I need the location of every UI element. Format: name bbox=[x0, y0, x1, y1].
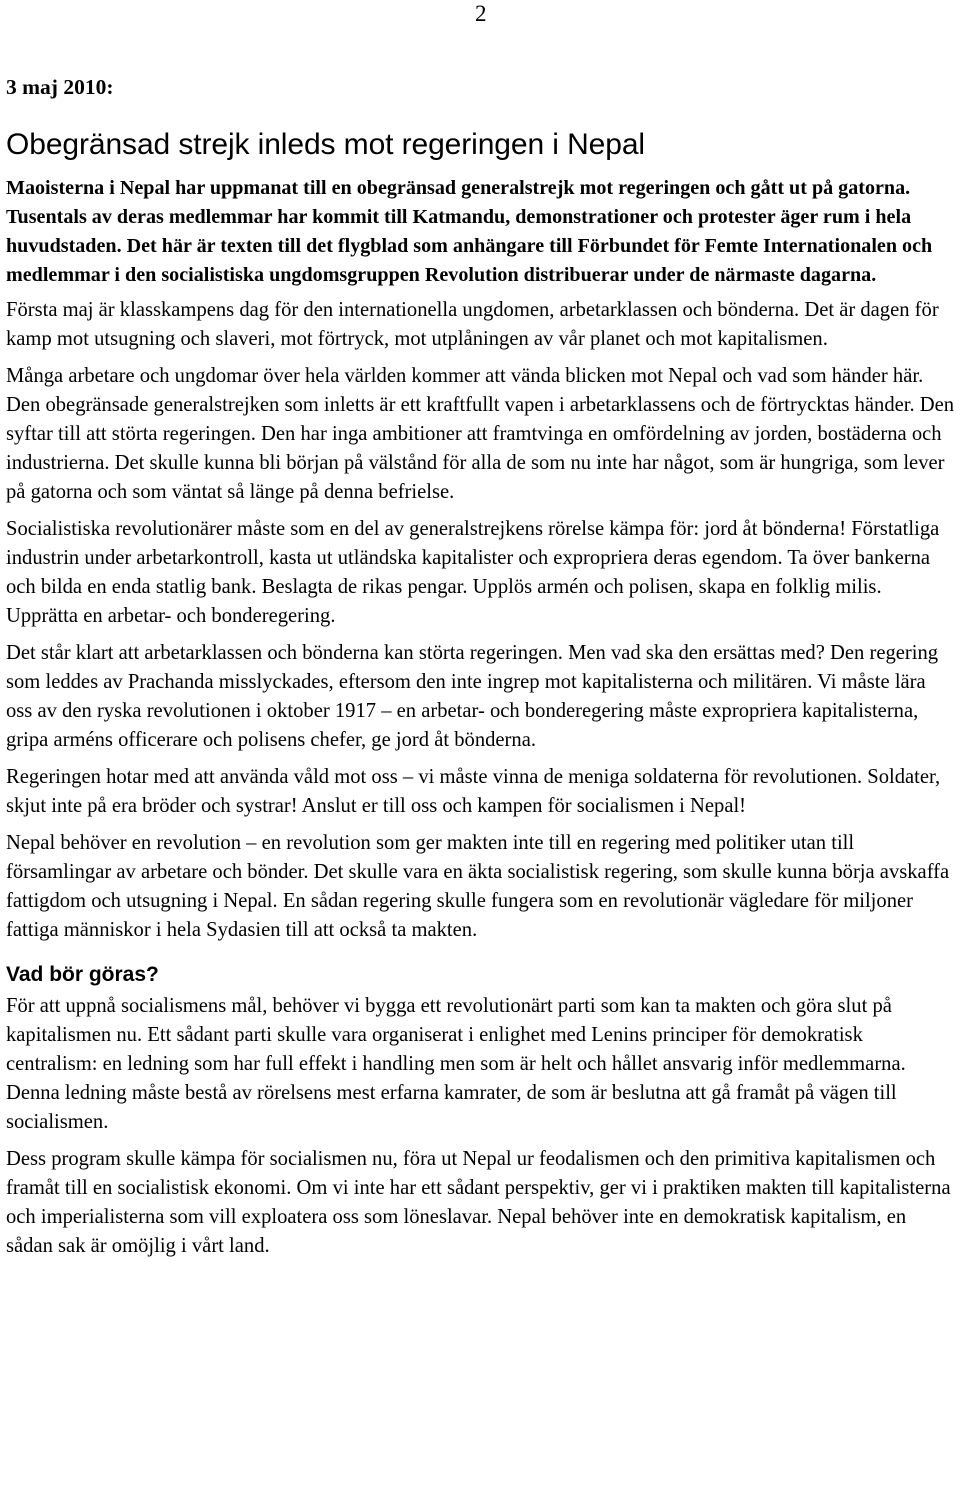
body-paragraph: Många arbetare och ungdomar över hela världen kommer att vända blicken mot Nepal och vad som händer här. Den obegränsade generalstrejken som inletts är ett kraftfullt vapen i arbetarklassens och de förtrycktas händer. Den syftar till att störta regeringen. Den har inga ambitioner att framtvinga en omfördelning av jorden, bostäderna och industrierna. Det skulle kunna bli början på välstånd för alla de som nu inte har något, som är hungriga, som lever på gatorna och som väntat så länge på denna befrielse. bbox=[6, 365, 955, 503]
section-heading: Vad bör göras? bbox=[6, 963, 159, 986]
body-paragraph: För att uppnå socialismens mål, behöver vi bygga ett revolutionärt parti som kan ta makten och göra slut på kapitalismen nu. Ett sådant parti skulle vara organiserat i enlighet med Lenins principer för demokratisk centralism: en ledning som har full effekt i handling men som är helt och hållet ansvarig inför medlemmarna. Denna ledning måste bestå av rörelsens mest erfarna kamrater, de som är beslutna att gå framåt på vägen till socialismen. bbox=[6, 995, 906, 1133]
body-paragraph: Regeringen hotar med att använda våld mot oss – vi måste vinna de meniga soldaterna för revolutionen. Soldater, skjut inte på era bröder och systrar! Anslut er till oss och kampen för socialismen i Nepal! bbox=[6, 766, 941, 817]
lead-paragraph: Maoisterna i Nepal har uppmanat till en obegränsad generalstrejk mot regeringen och gått ut på gatorna. Tusentals av deras medlemmar har kommit till Katmandu, demonstrationer och protester äger rum i hela huvudstaden. Det här är texten till det flygblad som anhängare till Förbundet för Femte Internationalen och medlemmar i den socialistiska ungdomsgruppen Revolution distribuerar under de närmaste dagarna. bbox=[6, 177, 933, 286]
body-paragraph: Det står klart att arbetarklassen och bönderna kan störta regeringen. Men vad ska den ersättas med? Den regering som leddes av Prachanda misslyckades, eftersom den inte ingrep mot kapitalisterna och militären. Vi måste lära oss av den ryska revolutionen i oktober 1917 – en arbetar- och bonderegering måste expropriera kapitalisterna, gripa arméns officerare och polisens chefer, ge jord åt bönderna. bbox=[6, 642, 939, 751]
body-paragraph: Nepal behöver en revolution – en revolution som ger makten inte till en regering med politiker utan till församlingar av arbetare och bönder. Det skulle vara en äkta socialistisk regering, som skulle kunna börja avskaffa fattigdom och utsugning i Nepal. En sådan regering skulle fungera som en revolutionär vägledare för miljoner fattiga människor i hela Sydasien till att också ta makten. bbox=[6, 832, 950, 941]
date-line: 3 maj 2010: bbox=[6, 75, 114, 99]
page-number: 2 bbox=[475, 1, 487, 26]
body-paragraph: Socialistiska revolutionärer måste som en del av generalstrejkens rörelse kämpa för: jord åt bönderna! Förstatliga industrin under arbetarkontroll, kasta ut utländska kapitalister och expropriera deras egendom. Ta över bankerna och bilda en enda statlig bank. Beslagta de rikas pengar. Upplös armén och polisen, skapa en folklig milis. Upprätta en arbetar- och bonderegering. bbox=[6, 518, 940, 627]
article-headline: Obegränsad strejk inleds mot regeringen i Nepal bbox=[6, 128, 645, 161]
body-paragraph: Första maj är klasskampens dag för den internationella ungdomen, arbetarklassen och bönderna. Det är dagen för kamp mot utsugning och slaveri, mot förtryck, mot utplåningen av vår planet och mot kapitalismen. bbox=[6, 299, 939, 350]
article-body bbox=[6, 174, 956, 1269]
body-paragraph: Dess program skulle kämpa för socialismen nu, föra ut Nepal ur feodalismen och den primitiva kapitalismen och framåt till en socialistisk ekonomi. Om vi inte har ett sådant perspektiv, ger vi i praktiken makten till kapitalisterna och imperialisterna som vill exploatera oss som löneslavar. Nepal behöver inte en demokratisk kapitalism, en sådan sak är omöjlig i vårt land. bbox=[6, 1148, 951, 1257]
